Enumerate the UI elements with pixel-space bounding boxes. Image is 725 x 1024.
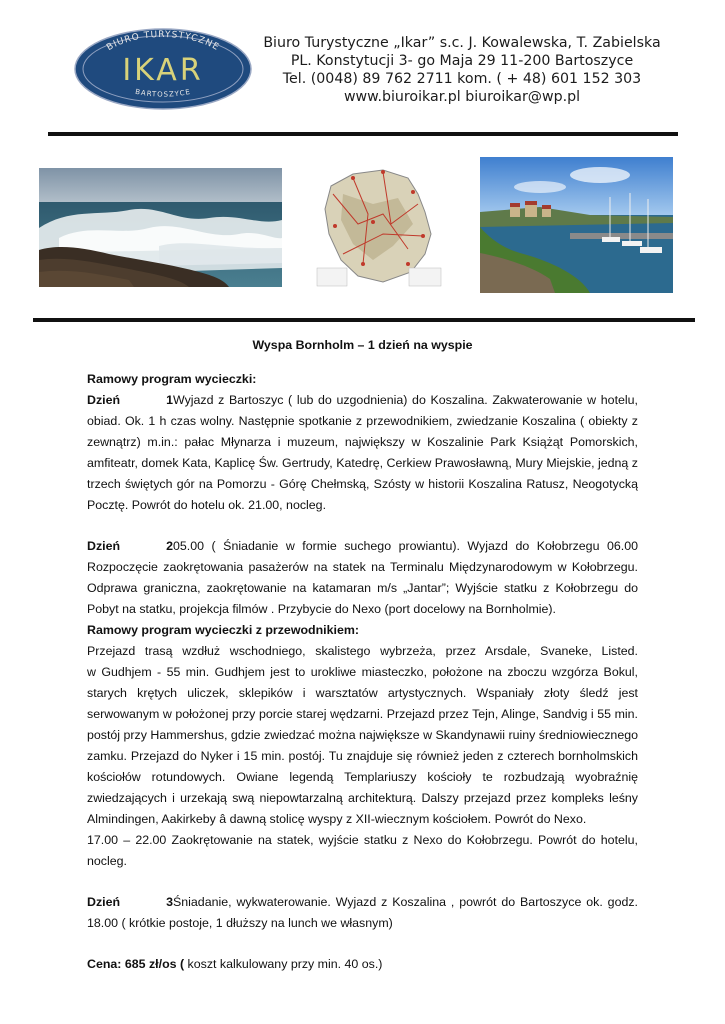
guide-heading: Ramowy program wycieczki z przewodnikiem: xyxy=(87,623,359,637)
day1-line-1: Dzień 1Wyjazd z Bartoszyc ( lub do uzgodnienia) do Koszalina. Zakwaterowanie w hotelu, xyxy=(87,390,638,411)
logo-name: IKAR xyxy=(122,53,204,88)
day3-line-1: Dzień 3Śniadanie, wykwaterowanie. Wyjazd z Koszalina , powrót do Bartoszyce ok. godz. xyxy=(87,892,638,913)
guide-line-4: serwowanym w położonej przy porcie starej wędzarni. Przejazd przez Tejn, Alinge, Sandvig i 55 min. xyxy=(87,707,638,721)
day2-line-4: Pobyt na statku, projekcja filmów . Przybycie do Nexo (port docelowy na Bornholmie). xyxy=(87,602,556,616)
company-header xyxy=(262,34,662,106)
day2-line-1: Dzień 205.00 ( Śniadanie w formie suchego prowiantu). Wyjazd do Kołobrzegu 06.00 xyxy=(87,536,638,557)
day3-line-2: 18.00 ( krótkie postoje, 1 dłuższy na lunch we własnym) xyxy=(87,916,393,930)
program-heading: Ramowy program wycieczki: xyxy=(87,372,257,386)
guide-line-3: starych krętych uliczek, sklepików i warsztatów artystycznych. Wspaniały złoty śledź jest xyxy=(87,686,638,700)
logo-arc-top: BIURO TURYSTYCZNE xyxy=(105,29,221,54)
guide-line-2: w Gudhjem - 55 min. Gudhjem jest to urokliwe miasteczko, położone na zboczu wzgórza Bokul, xyxy=(87,665,638,679)
day2-line-3: Odprawa graniczna, zaokrętowanie na katamaran m/s „Jantar”; Wyjście statku z Kołobrzegu do xyxy=(87,581,638,595)
company-phone: Tel. (0048) 89 762 2711 kom. ( + 48) 601 152 303 xyxy=(282,71,642,87)
guide-line-6: zamku. Przejazd do Nyker i 15 min. postój. Tu znajduje się również jeden z czterech bornholmskich xyxy=(87,749,638,763)
program-body xyxy=(87,369,638,975)
day1-line-2: obiad. Ok. 1 h czas wolny. Następnie spotkanie z przewodnikiem, zwiedzanie Koszalina ( obiekty z xyxy=(87,414,638,428)
guide-line-7: kościołów rotundowych. Owiane legendą Templariuszy kościoły te rozbudzają wyobraźnię xyxy=(87,770,638,784)
price-note: koszt kalkulowany przy min. 40 os.) xyxy=(184,957,383,971)
section-divider xyxy=(33,318,695,322)
day1-line-4: amfiteatr, domek Kata, Kaplicę Św. Gertrudy, Katedrę, Cerkiew Prawosławną, Mury Miejskie, jedną z xyxy=(87,456,638,470)
guide-line-1: Przejazd trasą wzdłuż wschodniego, skalistego wybrzeża, przez Arsdale, Svaneke, Listed. xyxy=(87,644,638,658)
day2-label: Dzień 2 xyxy=(87,539,173,553)
logo-arc-bottom: BARTOSZYCE xyxy=(134,87,192,99)
return-line-1: 17.00 – 22.00 Zaokrętowanie na statek, wyjście statku z Nexo do Kołobrzegu. Powrót do hotelu, xyxy=(87,833,638,847)
day1-line-5: trzech świętych gór na Pomorzu - Górę Chełmską, Szósty w historii Koszalina Ratusz, Neogotycką xyxy=(87,477,638,491)
day1-line-6: Pocztę. Powrót do hotelu ok. 21.00, nocleg. xyxy=(87,498,327,512)
day1-line-3: zewnątrz) m.in.: pałac Młynarza i muzeum, największy w Koszalinie Park Książąt Pomorskich, xyxy=(87,435,638,449)
day3-label: Dzień 3 xyxy=(87,895,173,909)
price-line xyxy=(87,954,638,975)
company-address: PL. Konstytucji 3- go Maja 29 11-200 Bartoszyce xyxy=(290,53,634,69)
company-web-email[interactable]: www.biuroikar.pl biuroikar@wp.pl xyxy=(343,89,581,105)
ikar-logo xyxy=(73,27,253,111)
day2-line-2: Rozpoczęcie zaokrętowania pasażerów na statek na Terminalu Międzynarodowym w Kołobrzegu. xyxy=(87,560,638,574)
guide-line-8: zwiedzających i urzekają swą niepowtarzalną architekturą. Dalszy przejazd przez kompleks leśny xyxy=(87,791,638,805)
harbor-photo xyxy=(480,157,673,293)
header-divider xyxy=(48,132,678,136)
guide-line-5: postój przy Hammershus, gdzie zwiedzać można największe w Skandynawii ruiny średniowiecznego xyxy=(87,728,638,742)
price-label: Cena: 685 zł/os ( xyxy=(87,957,185,971)
document-title: Wyspa Bornholm – 1 dzień na wyspie xyxy=(252,338,473,352)
guide-line-9: Almindingen, Aakirkeby â dawną stolicę wyspy z XII-wiecznym kościołem. Powrót do Nexo. xyxy=(87,812,587,826)
bornholm-map-image xyxy=(313,164,448,291)
company-name: Biuro Turystyczne „Ikar” s.c. J. Kowalewska, T. Zabielska xyxy=(263,35,661,51)
sea-waves-photo xyxy=(39,168,282,287)
return-line-2: nocleg. xyxy=(87,854,127,868)
day1-label: Dzień 1 xyxy=(87,393,173,407)
